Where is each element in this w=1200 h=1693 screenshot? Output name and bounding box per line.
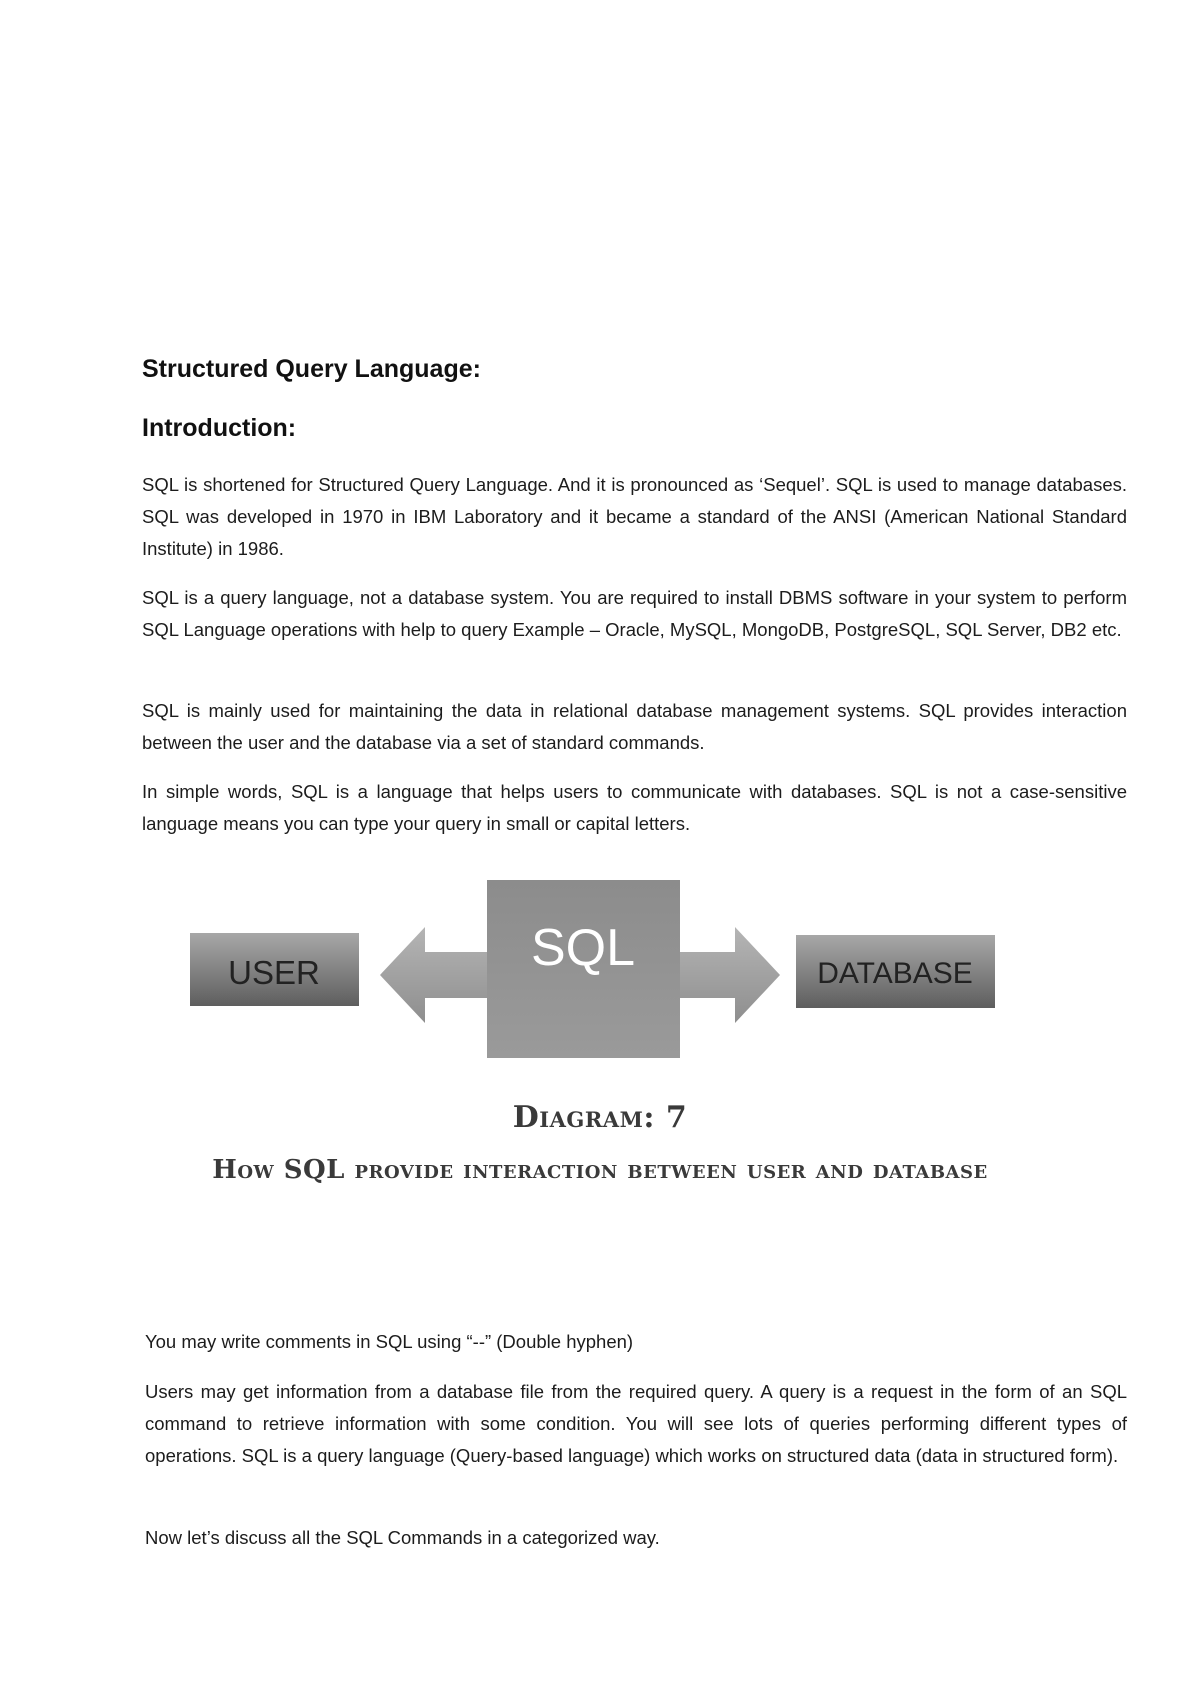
diagram-caption: [190, 1098, 1010, 1188]
paragraph-comments: You may write comments in SQL using “--” (Double hyphen): [145, 1331, 634, 1352]
paragraph-query-language: SQL is a query language, not a database system. You are required to install DBMS software in your system to perform SQL Language operations with help to query Example – Oracle, MySQL, MongoDB, PostgreSQL, SQL Server, DB2 etc.: [142, 587, 1127, 640]
left-arrow-icon: [380, 927, 490, 1023]
paragraph-sql-definition: SQL is shortened for Structured Query Language. And it is pronounced as ‘Sequel’. SQL is used to manage databases. SQL was developed in 1970 in IBM Laboratory and it became a standard of the ANSI (American National Standard Institute) in 1986.: [142, 474, 1127, 559]
sql-box-label: SQL: [530, 919, 636, 977]
paragraph-query-request: Users may get information from a database file from the required query. A query is a request in the form of an SQL command to retrieve information with some condition. You will see lots of queries performing different types of operations. SQL is a query language (Query-based language) which works on structured data (data in structured form).: [145, 1381, 1127, 1466]
database-box-label: DATABASE: [817, 957, 973, 990]
diagram-caption-title: Diagram: 7: [512, 1100, 688, 1135]
right-arrow-icon: [670, 927, 780, 1023]
sql-interaction-diagram: [190, 880, 1010, 1070]
page-title: Structured Query Language:: [142, 355, 481, 383]
user-box-label: USER: [228, 954, 320, 991]
paragraph-simple-words: In simple words, SQL is a language that helps users to communicate with databases. SQL is not a case-sensitive language means you can type your query in small or capital letters.: [142, 781, 1127, 834]
paragraph-commands-intro: Now let’s discuss all the SQL Commands in a categorized way.: [145, 1527, 660, 1548]
paragraph-rdbms-usage: SQL is mainly used for maintaining the data in relational database management systems. SQL provides interaction between the user and the database via a set of standard commands.: [142, 700, 1127, 753]
diagram-caption-text: How SQL provide interaction between user and database: [212, 1155, 988, 1185]
section-heading-introduction: Introduction:: [142, 414, 297, 442]
